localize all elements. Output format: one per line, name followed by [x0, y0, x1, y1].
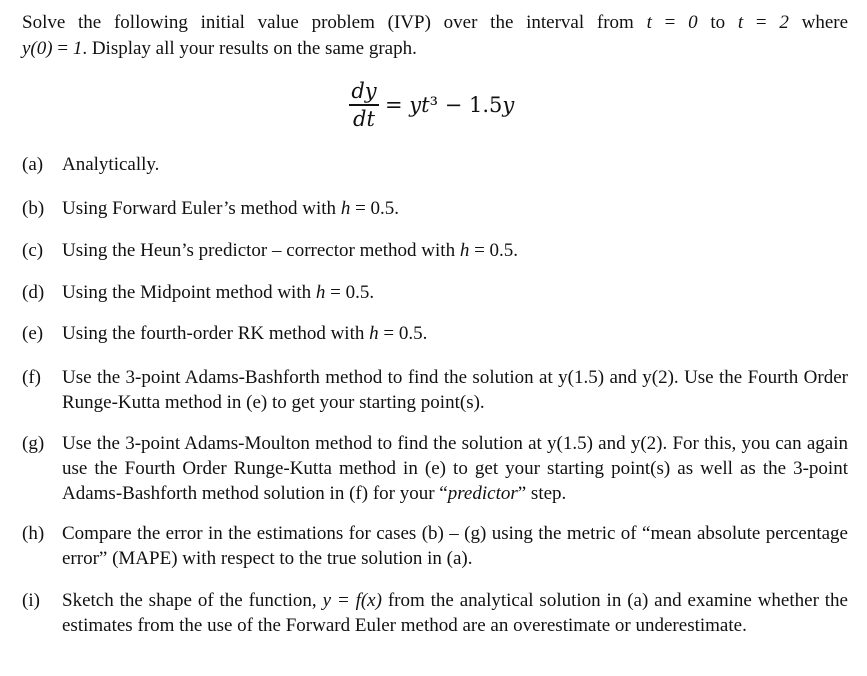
part-text	[62, 196, 848, 221]
equals-sign: =	[743, 12, 780, 33]
part-text-segment: Use the 3-point Adams-Moulton method to find the solution at y(1.5) and y(2). For this, you can again use the Fourth Order Runge-Kutta method in (e) to get your starting point(s) as well as the 3-point Adams-Bashforth method solution in (f) for your “	[62, 433, 848, 504]
problem-statement	[22, 10, 848, 62]
part-text-segment: ” step.	[517, 483, 567, 504]
part-text-segment: Sketch the shape of the function,	[62, 590, 323, 611]
where-word: where	[788, 12, 849, 33]
part-label: (g)	[22, 433, 45, 454]
part-c	[22, 238, 848, 263]
fraction-numerator: dy	[351, 79, 377, 103]
part-label: (c)	[22, 240, 44, 261]
part-d	[22, 280, 848, 305]
y-variable: y	[409, 92, 422, 117]
initial-condition-value: 1	[72, 38, 83, 59]
part-text-segment: = 0.5.	[469, 240, 519, 261]
part-label: (b)	[22, 198, 45, 219]
part-label: (d)	[22, 282, 45, 303]
part-text	[62, 238, 848, 263]
part-text-segment: from the analytical solution in (a) and examine whether the estimates from the use of the Forward Euler method are an overestimate or underestimate.	[62, 590, 848, 636]
statement-line-1	[22, 10, 848, 36]
part-g	[22, 431, 848, 506]
t-variable: t	[737, 12, 744, 33]
exponent: ³	[429, 92, 439, 117]
part-text-segment: Using the fourth-order RK method with	[62, 323, 370, 344]
part-label: (f)	[22, 367, 41, 388]
initial-condition-lhs: y(0)	[22, 38, 53, 59]
step-size-variable: h	[459, 240, 470, 261]
part-text-segment: = 0.5.	[350, 198, 400, 219]
part-label: (h)	[22, 523, 45, 544]
minus-term: − 1.5	[438, 92, 503, 117]
part-text: Compare the error in the estimations for cases (b) – (g) using the metric of “mean absolute percentage error” (MAPE) with respect to the true solution in (a).	[62, 523, 848, 569]
statement-text: . Display all your results on the same graph.	[82, 38, 417, 59]
equation-rhs	[385, 93, 514, 117]
derivative-fraction	[349, 78, 379, 132]
part-text-segment: Using Forward Euler’s method with	[62, 198, 341, 219]
part-e	[22, 321, 848, 346]
statement-text: Solve the following initial value problem (IVP) over the interval from	[22, 12, 647, 33]
equals-sign: =	[52, 38, 73, 59]
part-text-segment: = 0.5.	[325, 282, 375, 303]
to-word: to	[697, 12, 738, 33]
function-expression: y = f(x)	[322, 590, 382, 611]
part-text-segment: Using the Midpoint method with	[62, 282, 316, 303]
part-h	[22, 521, 848, 571]
y-variable: y	[502, 92, 515, 117]
statement-line-2	[22, 36, 848, 62]
part-text	[62, 431, 848, 506]
part-text	[62, 280, 848, 305]
t-variable: t	[421, 92, 430, 117]
step-size-variable: h	[340, 198, 351, 219]
t-start-value: 0	[688, 12, 698, 33]
part-f	[22, 365, 848, 415]
step-size-variable: h	[315, 282, 326, 303]
part-text-segment: Using the Heun’s predictor – corrector method with	[62, 240, 460, 261]
part-label: (e)	[22, 323, 44, 344]
part-text	[62, 321, 848, 346]
predictor-emphasis: predictor	[447, 483, 518, 504]
equals-sign: =	[651, 12, 689, 33]
part-text-segment: = 0.5.	[378, 323, 428, 344]
part-a	[22, 152, 848, 177]
part-label: (a)	[22, 154, 44, 175]
part-text: Use the 3-point Adams-Bashforth method to find the solution at y(1.5) and y(2). Use the Fourth Order Runge-Kutta method in (e) to get your starting point(s).	[62, 367, 848, 413]
t-variable: t	[646, 12, 652, 33]
step-size-variable: h	[369, 323, 379, 344]
ode-equation	[349, 78, 514, 132]
part-text	[62, 588, 848, 638]
equals-sign: =	[385, 92, 410, 117]
fraction-denominator: dt	[353, 106, 375, 131]
t-end-value: 2	[779, 12, 789, 33]
part-i	[22, 588, 848, 638]
part-label: (i)	[22, 590, 40, 611]
part-b	[22, 196, 848, 221]
part-text: Analytically.	[62, 154, 160, 175]
